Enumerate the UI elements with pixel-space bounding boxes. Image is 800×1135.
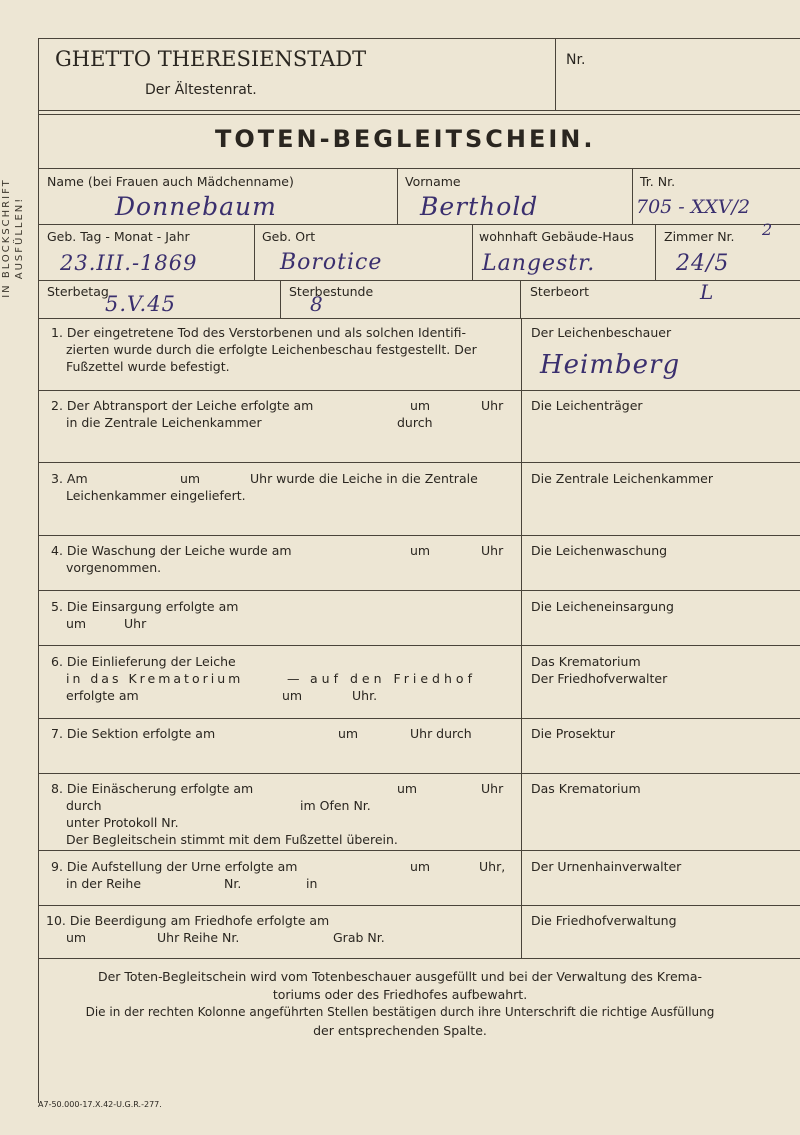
- gebort-divider: [254, 224, 255, 280]
- side-note-line2: AUSFÜLLEN!: [14, 196, 25, 280]
- row6-text-2: in das Krematorium: [66, 671, 244, 686]
- wohnhaft-label: wohnhaft Gebäude-Haus: [479, 229, 634, 244]
- row1-signature: Heimberg: [540, 350, 681, 380]
- row-line-10: [38, 958, 800, 959]
- print-code: A7-50.000-17.X.42-U.G.R.-277.: [38, 1100, 162, 1109]
- fields-line-3: [38, 280, 800, 281]
- name-label: Name (bei Frauen auch Mädchenname): [47, 174, 294, 189]
- row6-friedhof: auf den Friedhof: [310, 671, 476, 686]
- row9-right-label: Der Urnenhainverwalter: [531, 859, 682, 874]
- row8-text-1: 8. Die Einäscherung erfolgte am: [51, 781, 254, 796]
- vorname-label: Vorname: [405, 174, 461, 189]
- sterbestunde-label: Sterbestunde: [289, 284, 374, 299]
- row6-right-label: Das Krematorium: [531, 654, 641, 669]
- trnr-value: 705 - XXV/2: [636, 196, 751, 218]
- frame-left: [38, 38, 39, 1103]
- sterbetag-value: 5.V.45: [105, 292, 176, 316]
- row7-right-label: Die Prosektur: [531, 726, 615, 741]
- row7-uhr: Uhr durch: [410, 726, 472, 741]
- row2-text-1: 2. Der Abtransport der Leiche erfolgte am: [51, 398, 314, 413]
- row6-uhr: Uhr.: [352, 688, 378, 703]
- row6-um: um: [282, 688, 303, 703]
- sterbeort-divider: [520, 280, 521, 318]
- sterbestunde-divider: [280, 280, 281, 318]
- row1-text-1: 1. Der eingetretene Tod des Verstorbenen und als solchen Identifi-: [51, 325, 466, 340]
- row9-nr: Nr.: [224, 876, 242, 891]
- row-line-1: [38, 390, 800, 391]
- trnr-label: Tr. Nr.: [640, 174, 676, 189]
- row2-text-2: in die Zentrale Leichenkammer: [66, 415, 262, 430]
- zimmer-divider: [655, 224, 656, 280]
- row9-uhr: Uhr,: [479, 859, 506, 874]
- document-title: TOTEN-BEGLEITSCHEIN.: [215, 125, 596, 153]
- ghetto-title: GHETTO THERESIENSTADT: [55, 47, 367, 71]
- row10-grab: Grab Nr.: [333, 930, 385, 945]
- fields-line-2: [38, 224, 800, 225]
- header-bottom-line-2: [38, 114, 800, 115]
- gebort-value: Borotice: [280, 250, 383, 275]
- council-name: Der Ältestenrat.: [145, 82, 257, 98]
- row3-text-1: 3. Am: [51, 471, 88, 486]
- row3-text-2: Leichenkammer eingeliefert.: [66, 488, 246, 503]
- footer-line-1: Der Toten-Begleitschein wird vom Totenbeschauer ausgefüllt und bei der Verwaltung des Krema-: [97, 969, 703, 984]
- row8-text-4: Der Begleitschein stimmt mit dem Fußzettel überein.: [66, 832, 398, 847]
- row9-text-2: in der Reihe: [66, 876, 142, 891]
- gebort-label: Geb. Ort: [262, 229, 316, 244]
- row6-dash: —: [287, 671, 300, 686]
- sterbeort-label: Sterbeort: [530, 284, 589, 299]
- row1-text-3: Fußzettel wurde befestigt.: [66, 359, 230, 374]
- row10-text-1: 10. Die Beerdigung am Friedhofe erfolgte am: [46, 913, 330, 928]
- gebtag-value: 23.III.-1869: [60, 251, 198, 275]
- row8-um: um: [397, 781, 418, 796]
- zimmer-value: 2: [762, 220, 774, 239]
- row-line-2: [38, 462, 800, 463]
- row7-um: um: [338, 726, 359, 741]
- row6-text-1: 6. Die Einlieferung der Leiche: [51, 654, 236, 669]
- row3-um: um: [180, 471, 201, 486]
- row4-right-label: Die Leichenwaschung: [531, 543, 668, 558]
- row2-right-label: Die Leichenträger: [531, 398, 643, 413]
- row8-text-2: durch: [66, 798, 102, 813]
- row-line-8: [38, 850, 800, 851]
- row9-um: um: [410, 859, 431, 874]
- row8-ofen: im Ofen Nr.: [300, 798, 371, 813]
- vorname-divider: [397, 168, 398, 224]
- row-line-9: [38, 905, 800, 906]
- row4-uhr: Uhr: [481, 543, 504, 558]
- row8-uhr: Uhr: [481, 781, 504, 796]
- row-line-3: [38, 535, 800, 536]
- block-letters-note: [0, 163, 26, 313]
- row1-right-label: Der Leichenbeschauer: [531, 325, 672, 340]
- row2-durch: durch: [397, 415, 433, 430]
- row5-text-1: 5. Die Einsargung erfolgte am: [51, 599, 239, 614]
- zimmer-value-2: 24/5: [676, 251, 730, 276]
- footer-line-4: der entsprechenden Spalte.: [313, 1023, 487, 1038]
- row6-right-label-2: Der Friedhofverwalter: [531, 671, 668, 686]
- header-divider: [555, 38, 556, 110]
- row-line-6: [38, 718, 800, 719]
- sterbetag-label: Sterbetag: [47, 284, 109, 299]
- row7-text-1: 7. Die Sektion erfolgte am: [51, 726, 216, 741]
- row10-right-label: Die Friedhofverwaltung: [531, 913, 677, 928]
- footer-line-3: Die in der rechten Kolonne angeführten Stellen bestätigen durch ihre Unterschrift die richtige Ausfüllung: [85, 1005, 715, 1019]
- row10-uhr-reihe: Uhr Reihe Nr.: [157, 930, 240, 945]
- fields-bottom-line: [38, 318, 800, 319]
- row3-right-label: Die Zentrale Leichenkammer: [531, 471, 713, 486]
- row4-um: um: [410, 543, 431, 558]
- footer-line-2: toriums oder des Friedhofes aufbewahrt.: [272, 987, 528, 1002]
- row6-text-3: erfolgte am: [66, 688, 139, 703]
- row-line-5: [38, 645, 800, 646]
- row1-text-2: zierten wurde durch die erfolgte Leichenbeschau festgestellt. Der: [66, 342, 477, 357]
- row9-text-1: 9. Die Aufstellung der Urne erfolgte am: [51, 859, 298, 874]
- row3-uhr-text: Uhr wurde die Leiche in die Zentrale: [250, 471, 478, 486]
- header-bottom-line: [38, 110, 800, 111]
- row2-um: um: [410, 398, 431, 413]
- row10-text-2: um: [66, 930, 87, 945]
- header-nr-label: Nr.: [566, 52, 586, 68]
- row-line-4: [38, 590, 800, 591]
- row5-uhr: Uhr: [124, 616, 147, 631]
- row9-in: in: [306, 876, 318, 891]
- row8-text-3: unter Protokoll Nr.: [66, 815, 179, 830]
- sterbestunde-value: 8: [310, 292, 324, 316]
- fields-top-line: [38, 168, 800, 169]
- rows-column-divider: [521, 318, 522, 958]
- zimmer-label: Zimmer Nr.: [664, 229, 735, 244]
- row4-text-1: 4. Die Waschung der Leiche wurde am: [51, 543, 292, 558]
- name-value: Donnebaum: [115, 192, 277, 221]
- row5-right-label: Die Leicheneinsargung: [531, 599, 674, 614]
- wohnhaft-divider: [472, 224, 473, 280]
- vorname-value: Berthold: [420, 192, 539, 221]
- trnr-divider: [632, 168, 633, 224]
- row4-text-2: vorgenommen.: [66, 560, 162, 575]
- wohnhaft-value: Langestr.: [482, 251, 596, 276]
- side-note-line1: IN BLOCKSCHRIFT: [1, 178, 12, 298]
- sterbeort-value: L: [700, 280, 715, 304]
- row5-text-2: um: [66, 616, 87, 631]
- row8-right-label: Das Krematorium: [531, 781, 641, 796]
- row2-uhr: Uhr: [481, 398, 504, 413]
- frame-top: [38, 38, 800, 39]
- gebtag-label: Geb. Tag - Monat - Jahr: [47, 229, 190, 244]
- row-line-7: [38, 773, 800, 774]
